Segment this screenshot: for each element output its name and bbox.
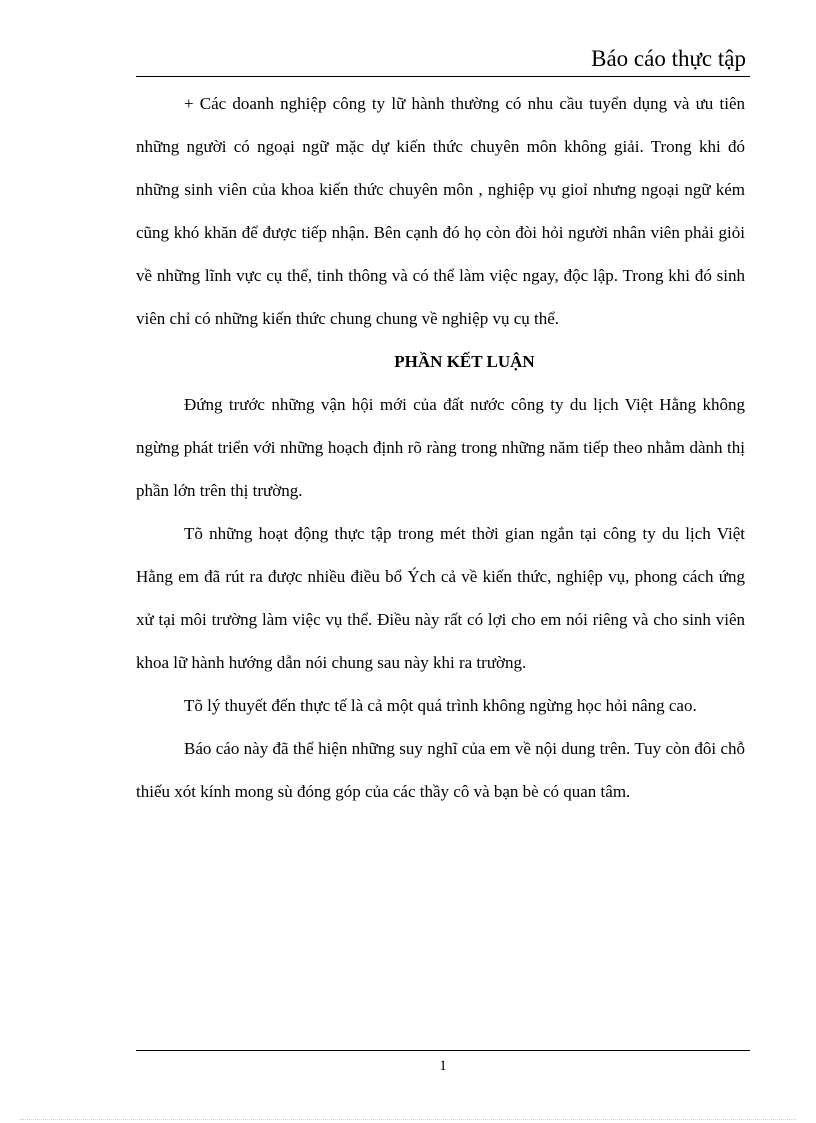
paragraph-intro: + Các doanh nghiệp công ty lữ hành thường có nhu cầu tuyển dụng và ưu tiên những người có ngoại ngữ mặc dự kiến thức chuyên môn không giải. Trong khi đó những sinh viên của khoa kiến thức chuyên môn , nghiệp vụ gioỉ nhưng ngoại ngữ kém cũng khó khăn để được tiếp nhận. Bên cạnh đó họ còn đòi hỏi người nhân viên phải giỏi về những lĩnh vực cụ thể, tinh thông và có thể làm việc ngay, độc lập. Trong khi đó sinh viên chỉ có những kiến thức chung chung về nghiệp vụ cụ thể. bbox=[136, 94, 745, 328]
conclusion-paragraph-2: Tõ những hoạt động thực tập trong mét thời gian ngắn tại công ty du lịch Việt Hằng em đã rút ra được nhiều điều bổ Ých cả về kiến thức, nghiệp vụ, phong cách ứng xử tại môi trường làm việc vụ thể. Điều này rất có lợi cho em nói riêng và cho sinh viên khoa lữ hành hướng dẫn nói chung sau này khi ra trường. bbox=[136, 524, 745, 672]
document-body bbox=[136, 82, 745, 813]
conclusion-paragraph-4: Báo cáo này đã thể hiện những suy nghĩ của em về nội dung trên. Tuy còn đôi chỗ thiếu xót kính mong sù đóng góp của các thầy cô và bạn bè có quan tâm. bbox=[136, 739, 745, 801]
header-rule bbox=[136, 76, 750, 77]
page-bottom-edge bbox=[20, 1119, 796, 1120]
conclusion-paragraph-3: Tõ lý thuyết đến thực tế là cả một quá trình không ngừng học hỏi nâng cao. bbox=[184, 696, 697, 715]
conclusion-paragraph-1: Đứng trước những vận hội mới của đất nước công ty du lịch Việt Hằng không ngừng phát triển với những hoạch định rõ ràng trong những năm tiếp theo nhằm dành thị phần lớn trên thị trường. bbox=[136, 395, 745, 500]
section-heading: PHẦN KẾT LUẬN bbox=[394, 352, 535, 371]
footer-rule bbox=[136, 1050, 750, 1051]
header-title: Báo cáo thực tập bbox=[591, 46, 746, 71]
page-number: 1 bbox=[439, 1058, 447, 1074]
